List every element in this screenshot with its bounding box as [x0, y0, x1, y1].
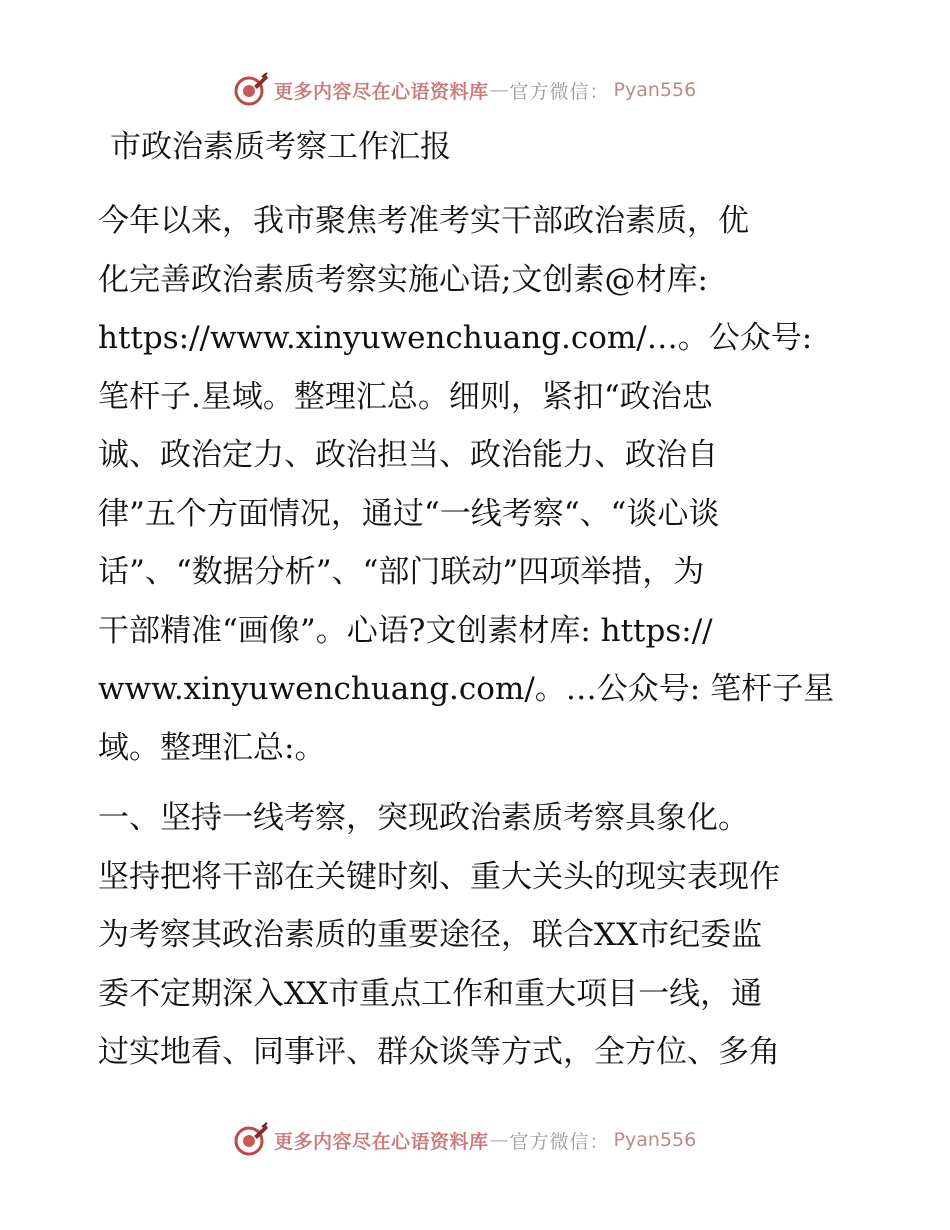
text-line: 干部精准“画像”。心语?文创素材库: https:// — [98, 612, 713, 649]
document-title: 市政治素质考察工作汇报 — [110, 129, 451, 165]
banner-separator: — — [489, 79, 509, 101]
banner-wechat-id: Pyan556 — [613, 1129, 697, 1151]
header-banner — [232, 72, 696, 108]
document-body — [98, 192, 858, 1082]
text-line: 化完善政治素质考察实施心语;文创素@材库: — [98, 261, 708, 298]
text-line: 诚、政治定力、政治担当、政治能力、政治自 — [98, 437, 718, 473]
text-line: 坚持把将干部在关键时刻、重大关头的现实表现作 — [98, 858, 780, 895]
text-line: 为考察其政治素质的重要途径，联合XX市纪委监 — [98, 917, 763, 953]
text-line: 委不定期深入XX市重点工作和重大项目一线，通 — [98, 975, 763, 1012]
text-line: 话”、“数据分析”、“部门联动”四项举措，为 — [98, 554, 705, 590]
banner-wechat-label: 官方微信： — [509, 1130, 610, 1153]
paragraph-intro — [98, 192, 858, 777]
text-line: 域。整理汇总:。 — [98, 729, 326, 766]
banner-text: 更多内容尽在心语资料库 — [274, 1130, 489, 1153]
paragraph-section-one — [98, 789, 858, 1082]
text-line: 今年以来，我市聚焦考准考实干部政治素质，优 — [98, 203, 749, 239]
pen-logo-icon — [232, 1122, 270, 1158]
text-line: 过实地看、同事评、群众谈等方式，全方位、多角 — [98, 1034, 780, 1070]
banner-wechat-id: Pyan556 — [613, 79, 697, 101]
text-line: 一、坚持一线考察，突现政治素质考察具象化。 — [98, 800, 749, 836]
banner-wechat-label: 官方微信： — [509, 80, 610, 103]
text-line: www.xinyuwenchuang.com/。…公众号: 笔杆子星 — [98, 671, 835, 707]
footer-banner — [232, 1122, 696, 1158]
text-line: 律”五个方面情况，通过“一线考察“、“谈心谈 — [98, 495, 720, 532]
text-line: 笔杆子.星域。整理汇总。细则，紧扣“政治忠 — [98, 378, 713, 415]
pen-logo-icon — [232, 72, 270, 108]
text-line: https://www.xinyuwenchuang.com/…。公众号: — [98, 320, 813, 356]
banner-separator: — — [489, 1129, 509, 1151]
banner-text: 更多内容尽在心语资料库 — [274, 80, 489, 103]
